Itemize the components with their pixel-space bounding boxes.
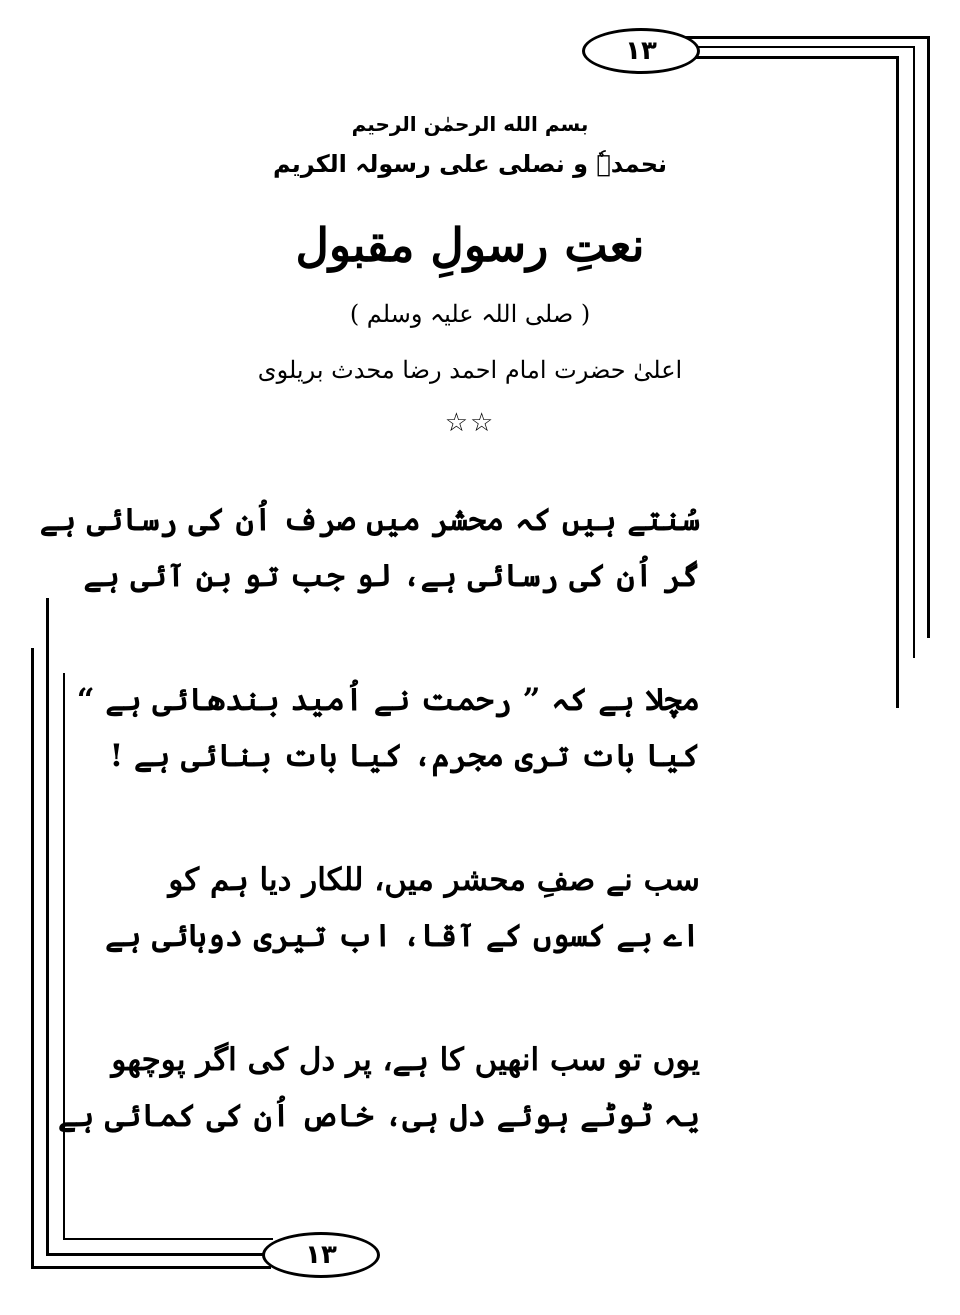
verse-line: سُنتے ہیں کہ محشر میں صرف اُن کی رسائی ہے — [39, 502, 700, 538]
salutation: ( صلی اللہ علیہ وسلم ) — [349, 300, 591, 328]
border-line — [913, 46, 915, 658]
border-line — [896, 56, 899, 708]
author-line: اعلیٰ حضرت امام احمد رضا محدث بریلوی — [257, 356, 683, 384]
bismillah: بسم الله الرحمٰن الرحیم — [351, 112, 589, 136]
page-number-text: ۱۳ — [625, 36, 657, 66]
verse-line: سب نے صفِ محشر میں، للکار دیا ہم کو — [168, 862, 700, 898]
verse-line: اے بے کسوں کے آقا، اب تیری دوہائی ہے — [105, 918, 700, 954]
verse — [76, 672, 700, 784]
invocation: نحمدہٗ و نصلی علی رسولہ الکریم — [272, 150, 668, 178]
top-page-number — [582, 28, 700, 74]
border-line — [31, 1266, 271, 1269]
verse — [105, 852, 700, 964]
verse — [39, 492, 700, 604]
verse-line: یوں تو سب انھیں کا ہے، پر دل کی اگر پوچھو — [111, 1042, 700, 1078]
page-number-text: ۱۳ — [305, 1240, 337, 1270]
border-line — [46, 1253, 266, 1256]
verse — [57, 1032, 700, 1144]
star-ornament: ☆☆ — [444, 408, 496, 438]
border-line — [31, 648, 34, 1268]
border-line — [927, 36, 930, 638]
bottom-page-number — [262, 1232, 380, 1278]
verse-line: گر اُن کی رسائی ہے، لو جب تو بن آئی ہے — [83, 558, 700, 594]
page-title: نعتِ رسولِ مقبول — [295, 218, 645, 272]
verse-line: یہ ٹوٹے ہوئے دل ہی، خاص اُن کی کمائی ہے — [57, 1098, 700, 1134]
border-line — [63, 1238, 273, 1240]
verse-line: مچلا ہے کہ ” رحمت نے اُمید بندھائی ہے “ — [76, 682, 700, 718]
border-line — [63, 673, 65, 1240]
border-line — [46, 598, 49, 1255]
verse-line: کیا بات تری مجرم، کیا بات بنائی ہے ! — [109, 738, 700, 774]
